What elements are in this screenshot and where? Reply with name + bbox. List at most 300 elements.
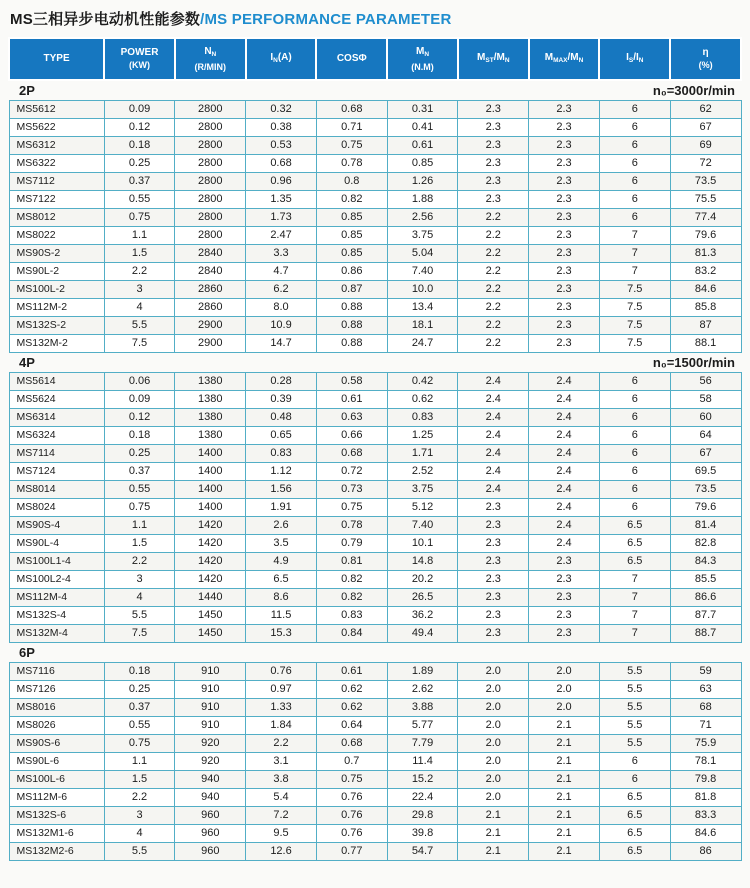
cell-cosphi: 0.8 bbox=[316, 172, 387, 190]
cell-eta: 86 bbox=[670, 842, 741, 860]
page-title bbox=[10, 8, 742, 29]
cell-mst-mn: 2.3 bbox=[458, 154, 529, 172]
cell-mmax-mn: 2.1 bbox=[529, 752, 600, 770]
cell-cosphi: 0.58 bbox=[316, 372, 387, 390]
cell-mmax-mn: 2.3 bbox=[529, 100, 600, 118]
cell-is-in: 7 bbox=[599, 570, 670, 588]
cell-power: 1.5 bbox=[104, 244, 175, 262]
cell-torque: 7.79 bbox=[387, 734, 458, 752]
cell-speed: 1400 bbox=[175, 444, 246, 462]
cell-cosphi: 0.84 bbox=[316, 624, 387, 642]
table-row bbox=[9, 788, 741, 806]
cell-cosphi: 0.79 bbox=[316, 534, 387, 552]
cell-type: MS100L-6 bbox=[9, 770, 104, 788]
cell-mmax-mn: 2.4 bbox=[529, 444, 600, 462]
cell-is-in: 6 bbox=[599, 462, 670, 480]
cell-is-in: 6 bbox=[599, 752, 670, 770]
cell-mmax-mn: 2.3 bbox=[529, 588, 600, 606]
cell-current: 0.39 bbox=[246, 390, 317, 408]
cell-mmax-mn: 2.0 bbox=[529, 680, 600, 698]
cell-torque: 1.89 bbox=[387, 662, 458, 680]
cell-speed: 2800 bbox=[175, 154, 246, 172]
cell-is-in: 6 bbox=[599, 154, 670, 172]
cell-type: MS100L2-4 bbox=[9, 570, 104, 588]
cell-is-in: 6.5 bbox=[599, 806, 670, 824]
cell-current: 8.6 bbox=[246, 588, 317, 606]
table-row bbox=[9, 570, 741, 588]
cell-mmax-mn: 2.4 bbox=[529, 390, 600, 408]
cell-type: MS6324 bbox=[9, 426, 104, 444]
cell-current: 15.3 bbox=[246, 624, 317, 642]
cell-eta: 84.6 bbox=[670, 280, 741, 298]
table-row bbox=[9, 824, 741, 842]
cell-mmax-mn: 2.3 bbox=[529, 280, 600, 298]
cell-mmax-mn: 2.0 bbox=[529, 698, 600, 716]
cell-cosphi: 0.72 bbox=[316, 462, 387, 480]
cell-mst-mn: 2.3 bbox=[458, 190, 529, 208]
cell-type: MS8024 bbox=[9, 498, 104, 516]
cell-eta: 69.5 bbox=[670, 462, 741, 480]
cell-torque: 49.4 bbox=[387, 624, 458, 642]
cell-cosphi: 0.88 bbox=[316, 298, 387, 316]
cell-mst-mn: 2.1 bbox=[458, 842, 529, 860]
cell-is-in: 6.5 bbox=[599, 552, 670, 570]
section-row-2p bbox=[9, 80, 741, 100]
cell-power: 0.25 bbox=[104, 444, 175, 462]
cell-mmax-mn: 2.4 bbox=[529, 426, 600, 444]
cell-type: MS90L-6 bbox=[9, 752, 104, 770]
cell-mst-mn: 2.0 bbox=[458, 752, 529, 770]
cell-cosphi: 0.86 bbox=[316, 262, 387, 280]
section-speed-note: n₀=3000r/min bbox=[652, 82, 735, 98]
cell-type: MS132S-2 bbox=[9, 316, 104, 334]
cell-mmax-mn: 2.3 bbox=[529, 190, 600, 208]
cell-type: MS6314 bbox=[9, 408, 104, 426]
cell-speed: 1400 bbox=[175, 480, 246, 498]
cell-current: 6.5 bbox=[246, 570, 317, 588]
cell-torque: 36.2 bbox=[387, 606, 458, 624]
cell-current: 1.56 bbox=[246, 480, 317, 498]
cell-type: MS6312 bbox=[9, 136, 104, 154]
performance-table bbox=[8, 37, 742, 861]
table-header bbox=[9, 38, 741, 80]
table-row bbox=[9, 534, 741, 552]
cell-torque: 1.25 bbox=[387, 426, 458, 444]
cell-is-in: 5.5 bbox=[599, 698, 670, 716]
cell-speed: 2800 bbox=[175, 118, 246, 136]
cell-current: 1.73 bbox=[246, 208, 317, 226]
cell-mst-mn: 2.3 bbox=[458, 588, 529, 606]
cell-mst-mn: 2.3 bbox=[458, 172, 529, 190]
cell-mst-mn: 2.2 bbox=[458, 226, 529, 244]
cell-mmax-mn: 2.4 bbox=[529, 498, 600, 516]
cell-is-in: 7 bbox=[599, 606, 670, 624]
cell-speed: 940 bbox=[175, 788, 246, 806]
column-header-speed: $N_N$ (R/MIN) bbox=[175, 38, 246, 80]
cell-torque: 5.04 bbox=[387, 244, 458, 262]
cell-is-in: 5.5 bbox=[599, 662, 670, 680]
cell-cosphi: 0.78 bbox=[316, 516, 387, 534]
cell-type: MS5612 bbox=[9, 100, 104, 118]
table-row bbox=[9, 408, 741, 426]
cell-current: 6.2 bbox=[246, 280, 317, 298]
cell-current: 0.83 bbox=[246, 444, 317, 462]
cell-speed: 2800 bbox=[175, 190, 246, 208]
cell-cosphi: 0.66 bbox=[316, 426, 387, 444]
cell-eta: 82.8 bbox=[670, 534, 741, 552]
cell-power: 3 bbox=[104, 570, 175, 588]
cell-mmax-mn: 2.3 bbox=[529, 624, 600, 642]
cell-eta: 62 bbox=[670, 100, 741, 118]
cell-torque: 39.8 bbox=[387, 824, 458, 842]
cell-mst-mn: 2.3 bbox=[458, 552, 529, 570]
cell-type: MS8026 bbox=[9, 716, 104, 734]
table-row bbox=[9, 624, 741, 642]
cell-torque: 7.40 bbox=[387, 516, 458, 534]
cell-mst-mn: 2.1 bbox=[458, 824, 529, 842]
cell-power: 5.5 bbox=[104, 606, 175, 624]
cell-eta: 60 bbox=[670, 408, 741, 426]
cell-type: MS112M-2 bbox=[9, 298, 104, 316]
cell-type: MS7116 bbox=[9, 662, 104, 680]
cell-speed: 910 bbox=[175, 680, 246, 698]
cell-cosphi: 0.7 bbox=[316, 752, 387, 770]
table-row bbox=[9, 280, 741, 298]
cell-mst-mn: 2.0 bbox=[458, 734, 529, 752]
cell-eta: 78.1 bbox=[670, 752, 741, 770]
section-header-cell bbox=[9, 642, 741, 662]
cell-type: MS6322 bbox=[9, 154, 104, 172]
cell-cosphi: 0.88 bbox=[316, 316, 387, 334]
cell-current: 0.65 bbox=[246, 426, 317, 444]
cell-torque: 1.26 bbox=[387, 172, 458, 190]
cell-speed: 2860 bbox=[175, 298, 246, 316]
cell-mst-mn: 2.2 bbox=[458, 316, 529, 334]
cell-type: MS8012 bbox=[9, 208, 104, 226]
cell-torque: 3.75 bbox=[387, 480, 458, 498]
cell-current: 0.28 bbox=[246, 372, 317, 390]
cell-eta: 72 bbox=[670, 154, 741, 172]
table-row bbox=[9, 190, 741, 208]
column-header-eta: η (%) bbox=[670, 38, 741, 80]
table-row bbox=[9, 372, 741, 390]
cell-current: 3.5 bbox=[246, 534, 317, 552]
cell-mmax-mn: 2.3 bbox=[529, 118, 600, 136]
cell-speed: 2800 bbox=[175, 100, 246, 118]
cell-speed: 960 bbox=[175, 842, 246, 860]
cell-speed: 2900 bbox=[175, 316, 246, 334]
cell-eta: 73.5 bbox=[670, 480, 741, 498]
table-row bbox=[9, 480, 741, 498]
cell-current: 12.6 bbox=[246, 842, 317, 860]
cell-torque: 0.61 bbox=[387, 136, 458, 154]
cell-is-in: 6.5 bbox=[599, 842, 670, 860]
cell-eta: 81.8 bbox=[670, 788, 741, 806]
cell-mst-mn: 2.3 bbox=[458, 118, 529, 136]
cell-speed: 960 bbox=[175, 806, 246, 824]
cell-mst-mn: 2.4 bbox=[458, 372, 529, 390]
section-label: 4P bbox=[19, 354, 35, 370]
cell-type: MS90S-4 bbox=[9, 516, 104, 534]
cell-speed: 940 bbox=[175, 770, 246, 788]
cell-type: MS132S-4 bbox=[9, 606, 104, 624]
cell-torque: 10.1 bbox=[387, 534, 458, 552]
cell-current: 0.97 bbox=[246, 680, 317, 698]
cell-cosphi: 0.64 bbox=[316, 716, 387, 734]
header-row bbox=[9, 38, 741, 80]
cell-current: 0.53 bbox=[246, 136, 317, 154]
section-row-4p bbox=[9, 352, 741, 372]
cell-power: 2.2 bbox=[104, 262, 175, 280]
section-label: 2P bbox=[19, 82, 35, 98]
cell-is-in: 6 bbox=[599, 408, 670, 426]
cell-torque: 54.7 bbox=[387, 842, 458, 860]
cell-power: 0.55 bbox=[104, 190, 175, 208]
cell-current: 3.1 bbox=[246, 752, 317, 770]
cell-mmax-mn: 2.4 bbox=[529, 534, 600, 552]
cell-eta: 79.6 bbox=[670, 498, 741, 516]
cell-current: 0.48 bbox=[246, 408, 317, 426]
section-header-cell bbox=[9, 352, 741, 372]
cell-cosphi: 0.87 bbox=[316, 280, 387, 298]
cell-mmax-mn: 2.3 bbox=[529, 606, 600, 624]
cell-is-in: 6 bbox=[599, 100, 670, 118]
cell-torque: 3.75 bbox=[387, 226, 458, 244]
cell-torque: 20.2 bbox=[387, 570, 458, 588]
cell-eta: 64 bbox=[670, 426, 741, 444]
cell-type: MS8014 bbox=[9, 480, 104, 498]
cell-torque: 5.12 bbox=[387, 498, 458, 516]
table-row bbox=[9, 208, 741, 226]
cell-cosphi: 0.76 bbox=[316, 824, 387, 842]
cell-torque: 3.88 bbox=[387, 698, 458, 716]
cell-speed: 1420 bbox=[175, 516, 246, 534]
cell-is-in: 7 bbox=[599, 244, 670, 262]
cell-type: MS100L-2 bbox=[9, 280, 104, 298]
cell-torque: 11.4 bbox=[387, 752, 458, 770]
cell-mst-mn: 2.2 bbox=[458, 280, 529, 298]
cell-eta: 73.5 bbox=[670, 172, 741, 190]
cell-mmax-mn: 2.4 bbox=[529, 480, 600, 498]
cell-mmax-mn: 2.4 bbox=[529, 516, 600, 534]
cell-mmax-mn: 2.1 bbox=[529, 734, 600, 752]
table-body bbox=[9, 80, 741, 860]
section-header-cell bbox=[9, 80, 741, 100]
cell-torque: 7.40 bbox=[387, 262, 458, 280]
cell-cosphi: 0.68 bbox=[316, 100, 387, 118]
cell-cosphi: 0.73 bbox=[316, 480, 387, 498]
cell-mmax-mn: 2.3 bbox=[529, 552, 600, 570]
cell-eta: 79.8 bbox=[670, 770, 741, 788]
column-header-mst-mn: $M_{ST}/M_N$ bbox=[458, 38, 529, 80]
cell-torque: 0.62 bbox=[387, 390, 458, 408]
cell-power: 3 bbox=[104, 280, 175, 298]
cell-speed: 910 bbox=[175, 716, 246, 734]
cell-is-in: 7.5 bbox=[599, 280, 670, 298]
cell-cosphi: 0.82 bbox=[316, 588, 387, 606]
cell-speed: 2800 bbox=[175, 208, 246, 226]
cell-power: 0.18 bbox=[104, 426, 175, 444]
title-chinese: MS三相异步电动机性能参数 bbox=[10, 11, 201, 28]
cell-mst-mn: 2.3 bbox=[458, 498, 529, 516]
cell-current: 10.9 bbox=[246, 316, 317, 334]
cell-eta: 86.6 bbox=[670, 588, 741, 606]
table-row bbox=[9, 462, 741, 480]
cell-torque: 18.1 bbox=[387, 316, 458, 334]
cell-current: 4.7 bbox=[246, 262, 317, 280]
cell-is-in: 7.5 bbox=[599, 298, 670, 316]
table-row bbox=[9, 226, 741, 244]
cell-mst-mn: 2.3 bbox=[458, 606, 529, 624]
cell-eta: 81.4 bbox=[670, 516, 741, 534]
cell-power: 0.55 bbox=[104, 480, 175, 498]
cell-is-in: 6 bbox=[599, 172, 670, 190]
cell-current: 0.96 bbox=[246, 172, 317, 190]
cell-torque: 0.31 bbox=[387, 100, 458, 118]
table-row bbox=[9, 136, 741, 154]
cell-mst-mn: 2.2 bbox=[458, 244, 529, 262]
table-row bbox=[9, 806, 741, 824]
cell-mmax-mn: 2.1 bbox=[529, 842, 600, 860]
cell-torque: 0.83 bbox=[387, 408, 458, 426]
cell-power: 1.5 bbox=[104, 534, 175, 552]
cell-current: 1.33 bbox=[246, 698, 317, 716]
cell-speed: 910 bbox=[175, 662, 246, 680]
cell-current: 2.2 bbox=[246, 734, 317, 752]
cell-eta: 79.6 bbox=[670, 226, 741, 244]
cell-power: 0.06 bbox=[104, 372, 175, 390]
table-row bbox=[9, 244, 741, 262]
table-row bbox=[9, 842, 741, 860]
table-row bbox=[9, 606, 741, 624]
cell-type: MS132M2-6 bbox=[9, 842, 104, 860]
cell-torque: 10.0 bbox=[387, 280, 458, 298]
table-row bbox=[9, 426, 741, 444]
table-row bbox=[9, 716, 741, 734]
cell-power: 0.75 bbox=[104, 734, 175, 752]
cell-torque: 13.4 bbox=[387, 298, 458, 316]
cell-type: MS132S-6 bbox=[9, 806, 104, 824]
cell-torque: 24.7 bbox=[387, 334, 458, 352]
cell-mmax-mn: 2.1 bbox=[529, 770, 600, 788]
cell-eta: 85.8 bbox=[670, 298, 741, 316]
cell-torque: 0.41 bbox=[387, 118, 458, 136]
cell-eta: 69 bbox=[670, 136, 741, 154]
cell-type: MS90L-2 bbox=[9, 262, 104, 280]
cell-torque: 2.62 bbox=[387, 680, 458, 698]
cell-is-in: 7.5 bbox=[599, 334, 670, 352]
cell-current: 8.0 bbox=[246, 298, 317, 316]
table-row bbox=[9, 662, 741, 680]
cell-current: 1.91 bbox=[246, 498, 317, 516]
cell-is-in: 6.5 bbox=[599, 516, 670, 534]
cell-cosphi: 0.81 bbox=[316, 552, 387, 570]
cell-type: MS8022 bbox=[9, 226, 104, 244]
column-header-mmax-mn: $M_{MAX}/M_N$ bbox=[529, 38, 600, 80]
cell-speed: 920 bbox=[175, 752, 246, 770]
cell-is-in: 7.5 bbox=[599, 316, 670, 334]
cell-speed: 1450 bbox=[175, 624, 246, 642]
table-row bbox=[9, 334, 741, 352]
cell-torque: 2.52 bbox=[387, 462, 458, 480]
cell-cosphi: 0.76 bbox=[316, 788, 387, 806]
cell-power: 7.5 bbox=[104, 624, 175, 642]
cell-cosphi: 0.75 bbox=[316, 136, 387, 154]
cell-current: 0.32 bbox=[246, 100, 317, 118]
cell-power: 2.2 bbox=[104, 788, 175, 806]
cell-is-in: 6 bbox=[599, 498, 670, 516]
cell-current: 3.3 bbox=[246, 244, 317, 262]
cell-mmax-mn: 2.3 bbox=[529, 226, 600, 244]
cell-mst-mn: 2.4 bbox=[458, 408, 529, 426]
cell-mst-mn: 2.4 bbox=[458, 426, 529, 444]
cell-is-in: 6 bbox=[599, 190, 670, 208]
cell-current: 2.6 bbox=[246, 516, 317, 534]
cell-speed: 1450 bbox=[175, 606, 246, 624]
cell-mst-mn: 2.0 bbox=[458, 680, 529, 698]
cell-eta: 56 bbox=[670, 372, 741, 390]
cell-speed: 1380 bbox=[175, 372, 246, 390]
cell-cosphi: 0.62 bbox=[316, 698, 387, 716]
cell-torque: 0.42 bbox=[387, 372, 458, 390]
cell-speed: 960 bbox=[175, 824, 246, 842]
cell-cosphi: 0.61 bbox=[316, 390, 387, 408]
cell-is-in: 7 bbox=[599, 588, 670, 606]
cell-cosphi: 0.75 bbox=[316, 498, 387, 516]
table-row bbox=[9, 154, 741, 172]
cell-speed: 920 bbox=[175, 734, 246, 752]
cell-is-in: 6 bbox=[599, 208, 670, 226]
table-row bbox=[9, 752, 741, 770]
cell-is-in: 6 bbox=[599, 136, 670, 154]
cell-power: 0.09 bbox=[104, 100, 175, 118]
cell-current: 11.5 bbox=[246, 606, 317, 624]
cell-current: 0.76 bbox=[246, 662, 317, 680]
cell-mmax-mn: 2.3 bbox=[529, 136, 600, 154]
cell-speed: 1400 bbox=[175, 462, 246, 480]
cell-power: 1.5 bbox=[104, 770, 175, 788]
cell-eta: 77.4 bbox=[670, 208, 741, 226]
cell-type: MS132M-2 bbox=[9, 334, 104, 352]
cell-speed: 2800 bbox=[175, 172, 246, 190]
cell-mst-mn: 2.4 bbox=[458, 480, 529, 498]
cell-eta: 87.7 bbox=[670, 606, 741, 624]
cell-cosphi: 0.63 bbox=[316, 408, 387, 426]
cell-eta: 83.2 bbox=[670, 262, 741, 280]
cell-mst-mn: 2.2 bbox=[458, 298, 529, 316]
cell-mmax-mn: 2.3 bbox=[529, 316, 600, 334]
cell-current: 14.7 bbox=[246, 334, 317, 352]
cell-cosphi: 0.61 bbox=[316, 662, 387, 680]
cell-is-in: 6 bbox=[599, 480, 670, 498]
cell-is-in: 6 bbox=[599, 118, 670, 136]
cell-eta: 75.5 bbox=[670, 190, 741, 208]
cell-is-in: 6 bbox=[599, 372, 670, 390]
cell-mst-mn: 2.0 bbox=[458, 770, 529, 788]
cell-cosphi: 0.85 bbox=[316, 226, 387, 244]
cell-is-in: 6 bbox=[599, 770, 670, 788]
cell-power: 0.18 bbox=[104, 662, 175, 680]
cell-type: MS7114 bbox=[9, 444, 104, 462]
table-row bbox=[9, 390, 741, 408]
cell-mst-mn: 2.0 bbox=[458, 662, 529, 680]
cell-torque: 5.77 bbox=[387, 716, 458, 734]
cell-cosphi: 0.82 bbox=[316, 190, 387, 208]
cell-type: MS112M-4 bbox=[9, 588, 104, 606]
table-row bbox=[9, 316, 741, 334]
cell-power: 4 bbox=[104, 588, 175, 606]
column-header-power: POWER (KW) bbox=[104, 38, 175, 80]
